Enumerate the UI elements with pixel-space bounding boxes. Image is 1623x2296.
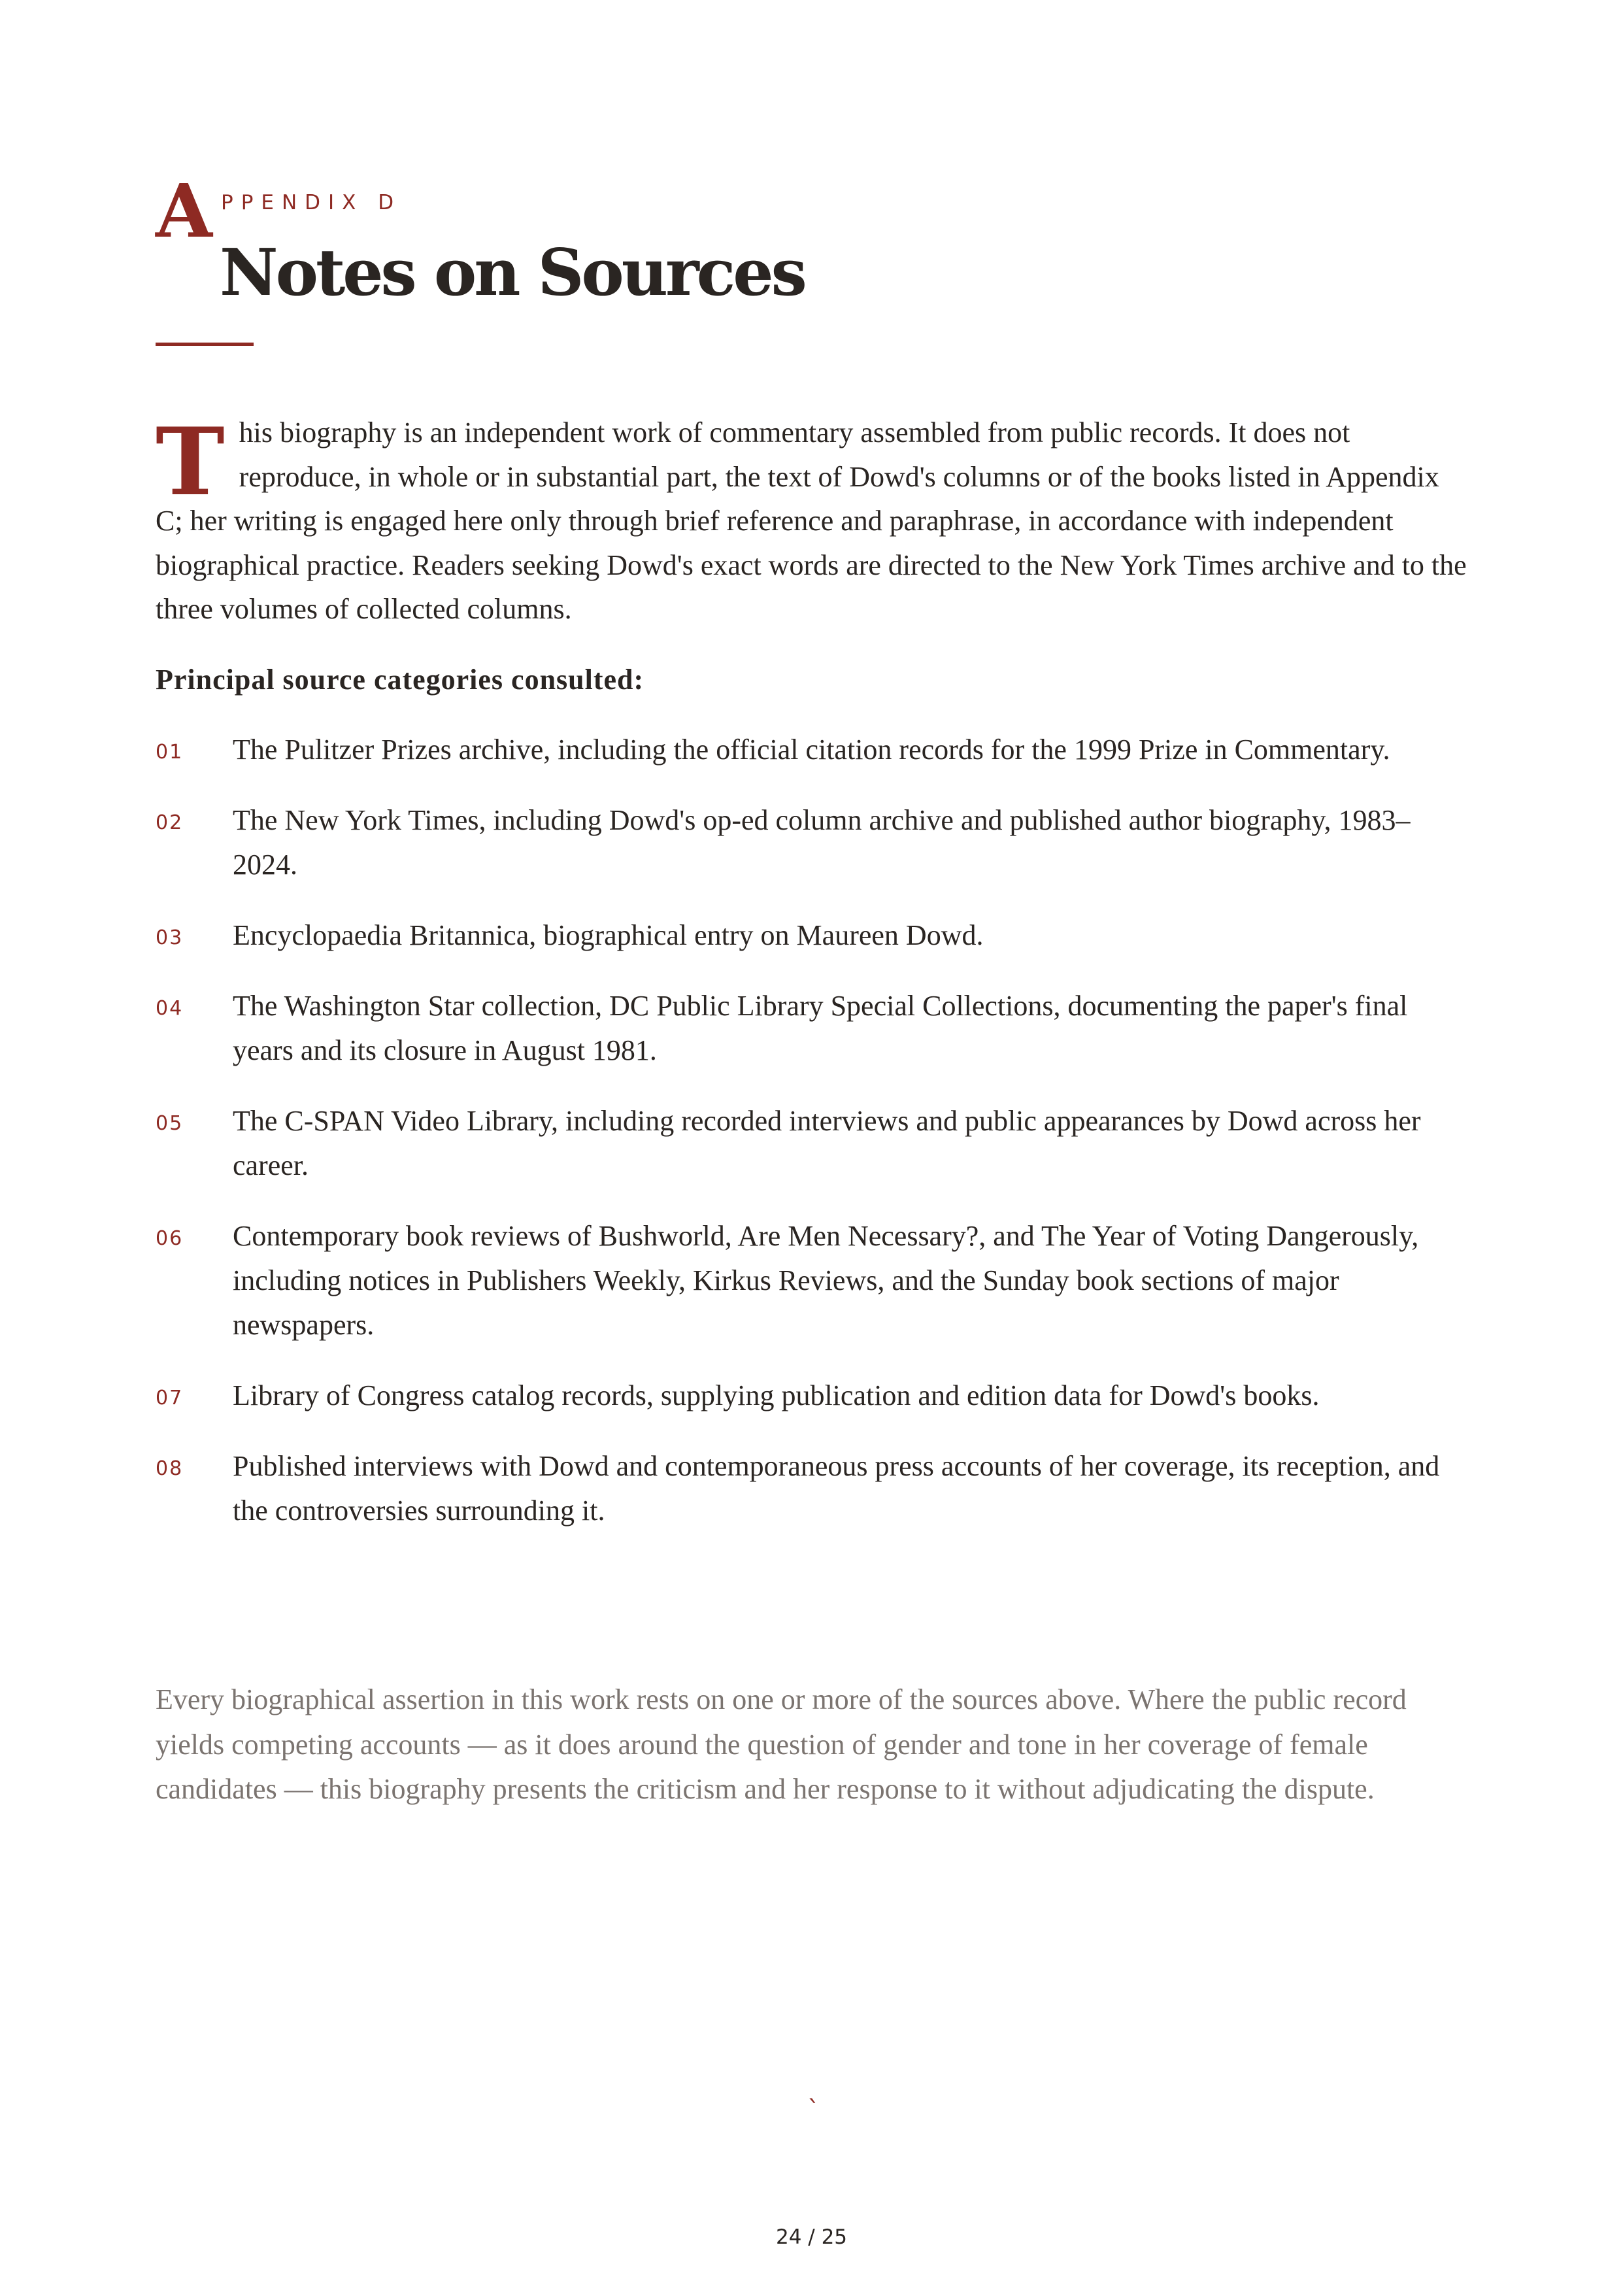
- sources-heading: Principal source categories consulted:: [156, 664, 644, 696]
- list-item-number: 02: [156, 811, 184, 834]
- list-item-number: 03: [156, 926, 184, 949]
- section-ornament: `: [807, 2096, 820, 2126]
- page-title: Notes on Sources: [220, 235, 805, 311]
- list-item-text: Encyclopaedia Britannica, biographical entry on Maureen Dowd.: [233, 919, 984, 951]
- heading-dropcap: A: [156, 169, 212, 254]
- list-item-text: The C-SPAN Video Library, including recorded interviews and public appearances by Dowd across her career.: [233, 1105, 1421, 1181]
- list-item-text: The New York Times, including Dowd's op-ed column archive and published author biography, 1983–2024.: [233, 804, 1411, 881]
- list-item: [156, 798, 1469, 887]
- list-item-number: 05: [156, 1112, 184, 1135]
- list-item-number: 01: [156, 741, 184, 764]
- list-item-text: Published interviews with Dowd and contemporaneous press accounts of her coverage, its reception, and the controversies surrounding it.: [233, 1450, 1440, 1527]
- list-item-text: The Pulitzer Prizes archive, including the official citation records for the 1999 Prize in Commentary.: [233, 734, 1390, 766]
- heading-divider: [156, 343, 254, 346]
- list-item: [156, 1214, 1469, 1347]
- closing-paragraph: Every biographical assertion in this work rests on one or more of the sources above. Where the public record yields competing accounts — as it does around the question of gender and tone in her coverage of female candidates — this biography presents the criticism and her response to it without adjudicating the dispute.: [156, 1683, 1407, 1805]
- list-item-text: Library of Congress catalog records, supplying publication and edition data for Dowd's books.: [233, 1379, 1320, 1411]
- list-item: [156, 1444, 1469, 1533]
- intro-text: his biography is an independent work of commentary assembled from public records. It does not reproduce, in whole or in substantial part, the text of Dowd's columns or of the books listed in Appendix C; her writing is engaged here only through brief reference and paraphrase, in accordance with independent biographical practice. Readers seeking Dowd's exact words are directed to the New York Times archive and to the three volumes of collected columns.: [156, 416, 1467, 625]
- list-item-text: Contemporary book reviews of Bushworld, Are Men Necessary?, and The Year of Voting Dangerously, including notices in Publishers Weekly, Kirkus Reviews, and the Sunday book sections of major newspapers.: [233, 1220, 1419, 1341]
- list-item-number: 06: [156, 1227, 184, 1250]
- intro-dropcap: T: [156, 408, 225, 516]
- list-item: [156, 1374, 1469, 1418]
- list-item-text: The Washington Star collection, DC Public Library Special Collections, documenting the paper's final years and its closure in August 1981.: [233, 990, 1408, 1066]
- intro-paragraph: [156, 408, 1469, 632]
- page-number: 24 / 25: [775, 2225, 848, 2249]
- list-item: [156, 984, 1469, 1073]
- list-item-number: 07: [156, 1387, 184, 1410]
- list-item: [156, 728, 1469, 772]
- appendix-eyebrow: PPENDIX D: [221, 191, 402, 214]
- list-item-number: 04: [156, 997, 184, 1020]
- source-list: [156, 728, 1469, 1559]
- list-item: [156, 1099, 1469, 1188]
- list-item-number: 08: [156, 1457, 184, 1480]
- list-item: [156, 913, 1469, 958]
